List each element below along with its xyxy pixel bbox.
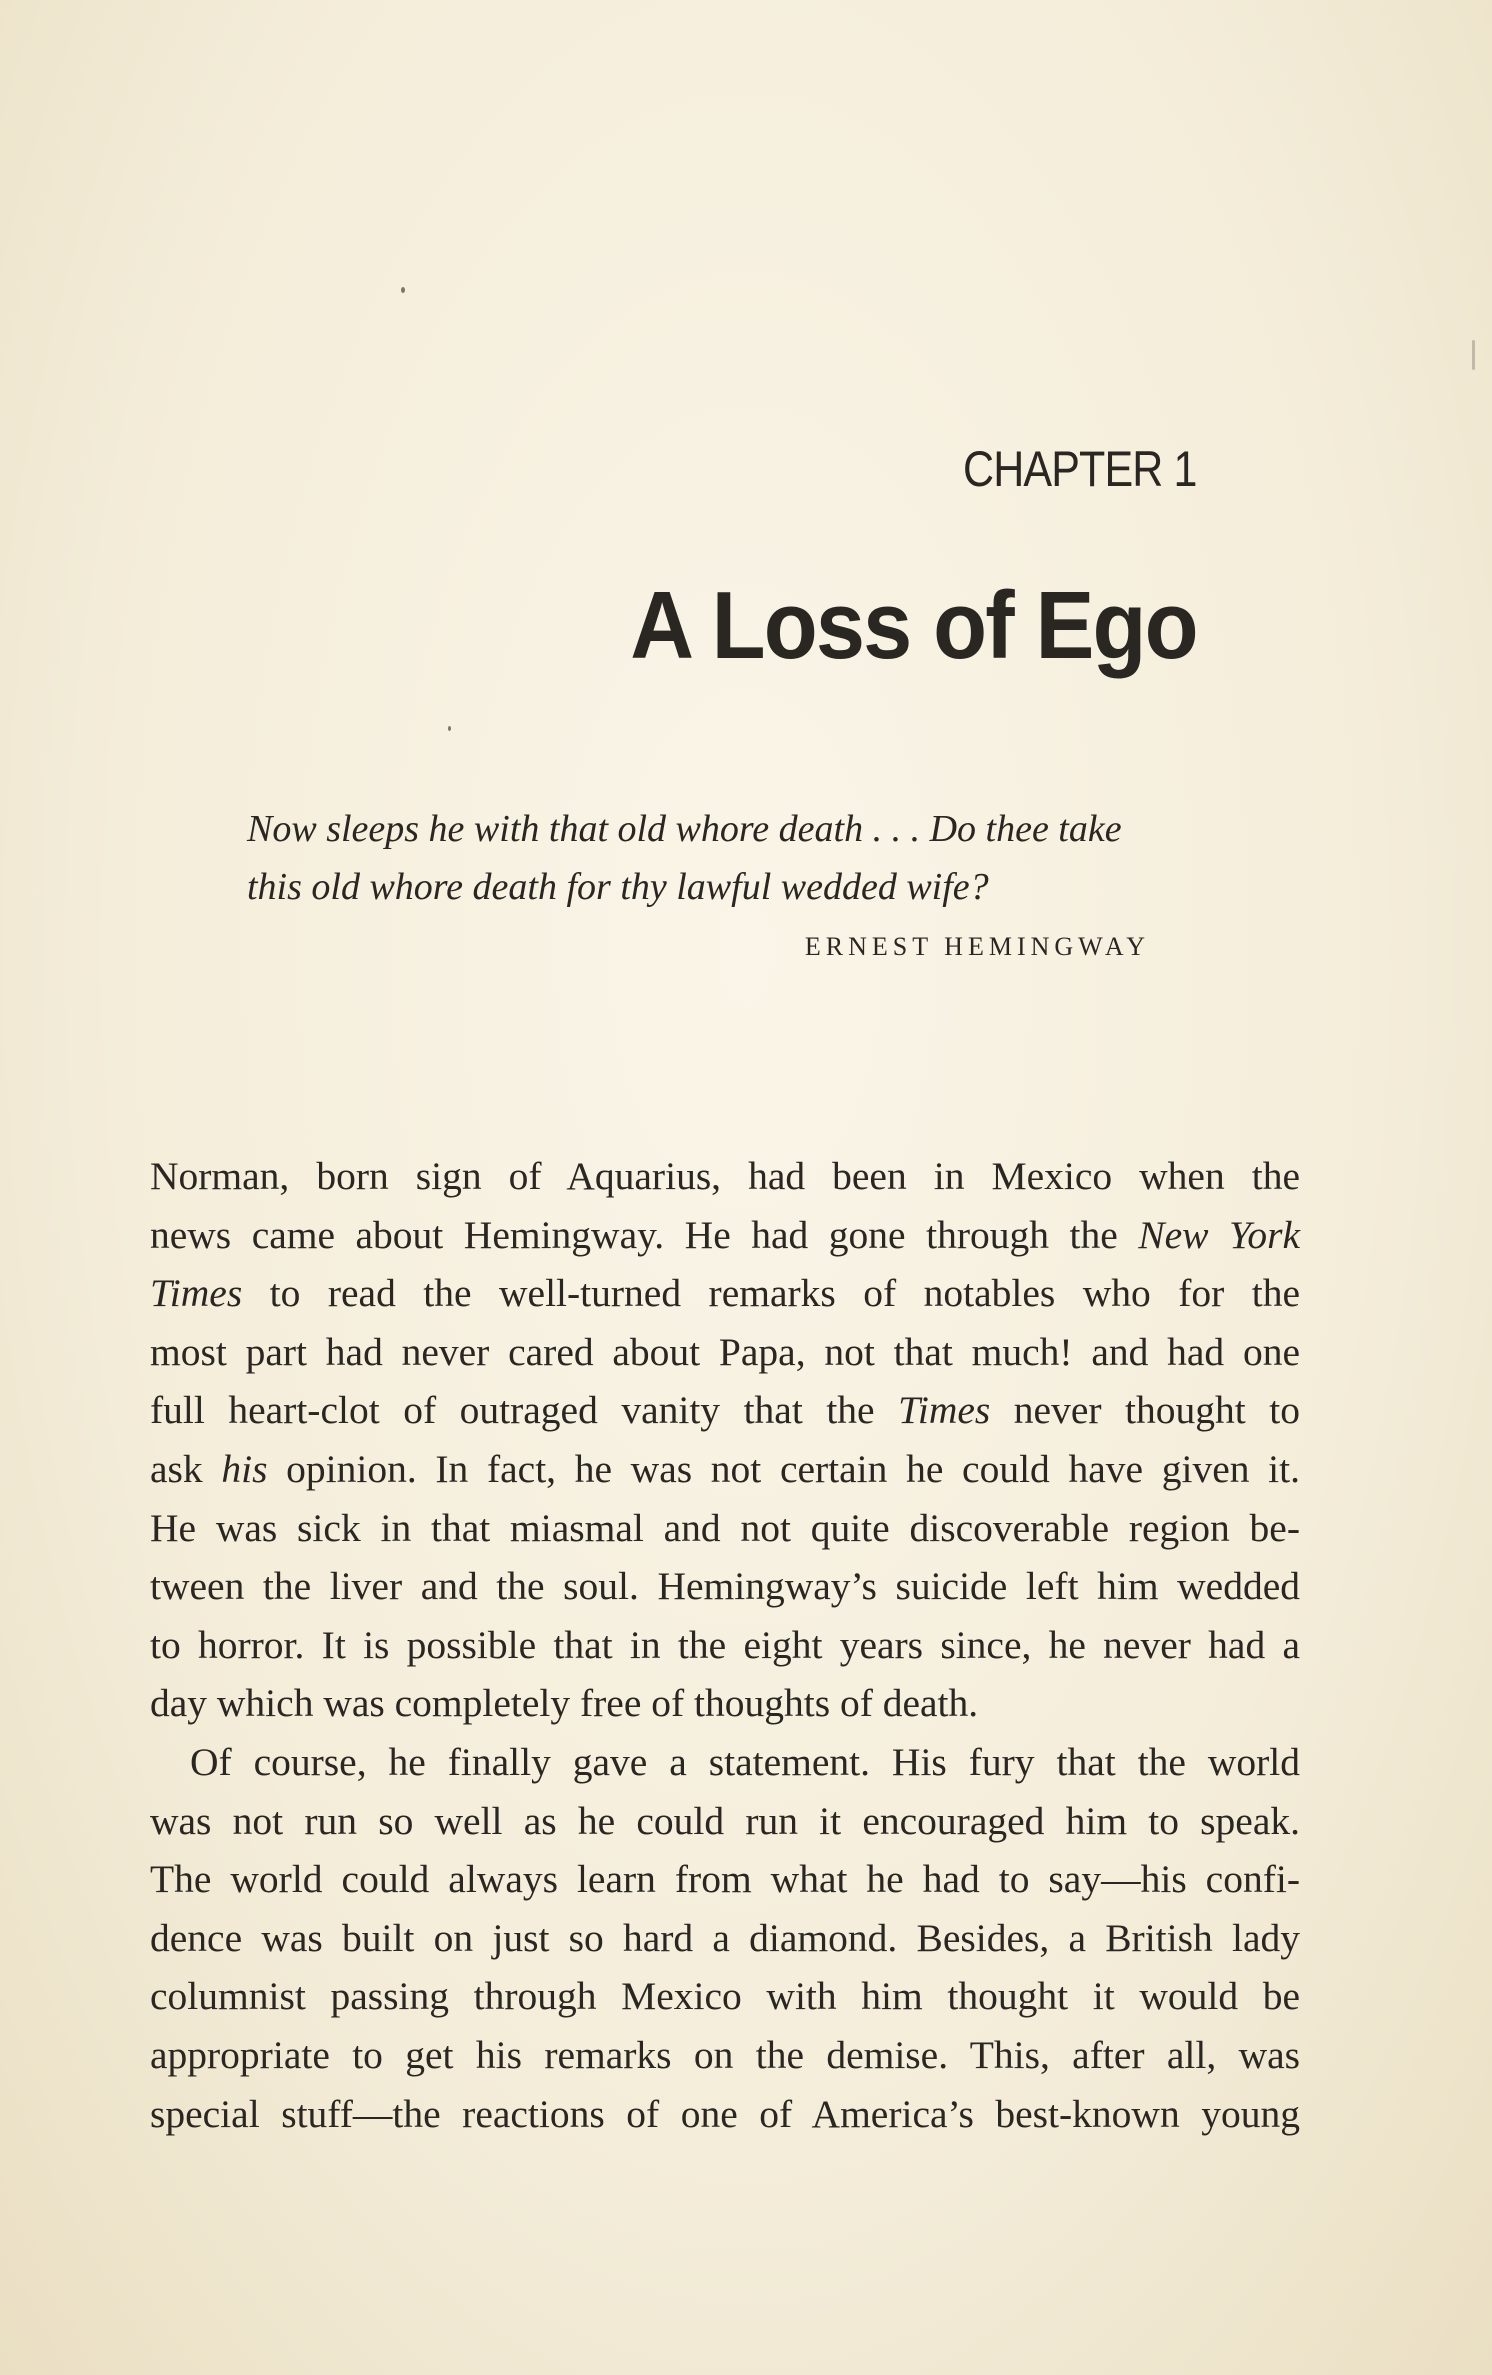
text-line: ask his opinion. In fact, he was not certain he could have given it. xyxy=(150,1446,1300,1491)
paper-speck xyxy=(1472,340,1475,370)
text-line: day which was completely free of thoughts of death. xyxy=(150,1681,979,1726)
chapter-label: CHAPTER 1 xyxy=(963,441,1197,497)
text-line: The world could always learn from what he had to say—his confi- xyxy=(150,1857,1300,1902)
text-line: full heart-clot of outraged vanity that the Times never thought to xyxy=(150,1388,1300,1433)
text-line: appropriate to get his remarks on the demise. This, after all, was xyxy=(150,2032,1300,2077)
text-line: tween the liver and the soul. Hemingway’s suicide left him wedded xyxy=(150,1564,1300,1609)
paper-speck xyxy=(401,287,405,293)
chapter-title: A Loss of Ego xyxy=(630,572,1197,679)
paper-speck xyxy=(448,726,451,731)
text-line: special stuff—the reactions of one of America’s best-known young xyxy=(150,2091,1300,2136)
text-line: news came about Hemingway. He had gone through the New York xyxy=(150,1212,1300,1257)
body-text xyxy=(150,1147,1300,2143)
text-line: dence was built on just so hard a diamond. Besides, a British lady xyxy=(150,1915,1300,1960)
epigraph-line: Now sleeps he with that old whore death . . . Do thee take xyxy=(247,808,1122,850)
epigraph-quote xyxy=(247,800,1207,916)
text-line: most part had never cared about Papa, not that much! and had one xyxy=(150,1329,1300,1374)
epigraph-line: this old whore death for thy lawful wedded wife? xyxy=(247,866,989,908)
text-line: was not run so well as he could run it encouraged him to speak. xyxy=(150,1798,1300,1843)
text-line: Norman, born sign of Aquarius, had been in Mexico when the xyxy=(150,1154,1300,1198)
text-line: He was sick in that miasmal and not quite discoverable region be- xyxy=(150,1505,1300,1550)
text-line: to horror. It is possible that in the eight years since, he never had a xyxy=(150,1622,1300,1667)
text-line: Times to read the well-turned remarks of notables who for the xyxy=(150,1271,1300,1316)
epigraph-author: ERNEST HEMINGWAY xyxy=(804,932,1150,961)
text-line: Of course, he finally gave a statement. His fury that the world xyxy=(190,1739,1300,1784)
text-line: columnist passing through Mexico with him thought it would be xyxy=(150,1974,1300,2019)
